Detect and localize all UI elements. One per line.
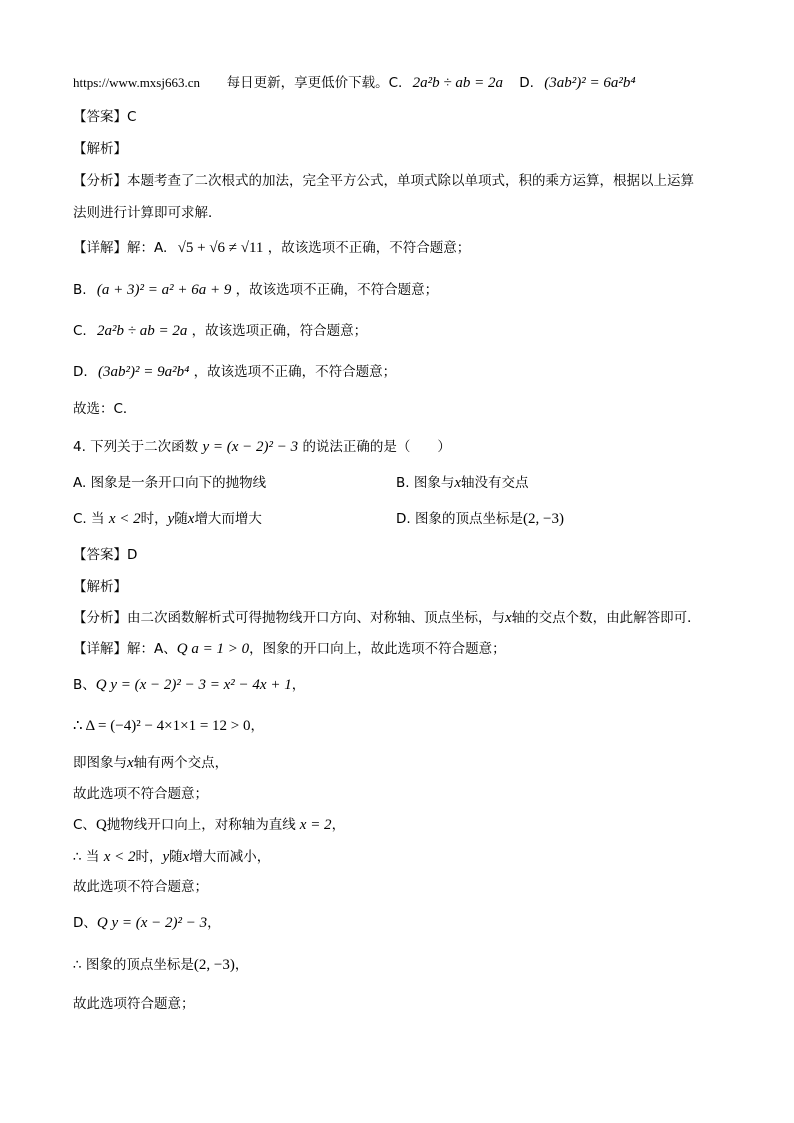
q4-d-line-1 — [73, 913, 221, 933]
q4-d-line-2 — [73, 955, 248, 975]
q4-c-line-1 — [73, 815, 345, 835]
header-url: https://www.mxsj663.cn — [73, 75, 200, 90]
q4-d-line-1-suffix: ， — [207, 915, 221, 931]
q4-b-line-2-suffix: ， — [250, 718, 264, 734]
q4-option-d — [396, 509, 564, 529]
header-line — [73, 73, 636, 93]
q4-detail-a-suffix: ，图象的开口向上，故此选项不符合题意； — [249, 641, 506, 657]
q4-option-c-mid2: 随 — [174, 511, 188, 527]
q4-option-c — [73, 511, 262, 527]
q4-options-row-1 — [73, 473, 529, 493]
q3-detail-b — [73, 280, 438, 300]
q4-c-line-2-expression: x < 2 — [103, 849, 136, 865]
q4-fenxi-suffix: 轴的交点个数，由此解答即可． — [511, 610, 701, 626]
q4-b-line-1-suffix: ， — [291, 677, 306, 693]
q3-detail-a-suffix: ，故该选项不正确，不符合题意； — [267, 240, 471, 256]
q4-option-c-var-x: x — [187, 511, 195, 527]
q4-b-line-2 — [73, 716, 264, 736]
q4-c-line-2-var-x: x — [182, 849, 190, 865]
q3-detail-c-suffix: ，故该选项正确，符合题意； — [191, 323, 368, 339]
q3-detail-a — [73, 238, 470, 258]
q4-stem-expression: y = (x − 2)² − 3 — [202, 439, 299, 455]
q4-c-line-1-suffix: ， — [331, 817, 346, 833]
q4-analysis-title: 【解析】 — [73, 579, 127, 595]
q4-b-line-1-prefix: B、 — [73, 677, 96, 693]
header-c-expression: 2a²b ÷ ab = 2a — [412, 75, 503, 91]
q3-fenxi-line-1: 【分析】本题考查了二次根式的加法，完全平方公式，单项式除以单项式，积的乘方运算，根据以上运算 — [73, 173, 694, 189]
q4-stem — [73, 437, 451, 457]
q4-stem-prefix: 4. 下列关于二次函数 — [73, 439, 199, 455]
q4-option-c-var-y: y — [167, 511, 175, 527]
q4-option-b-suffix: 轴没有交点 — [461, 475, 529, 491]
q4-b-line-3-suffix: 轴有两个交点， — [133, 755, 229, 771]
q4-c-line-2-suffix: 增大而减小， — [189, 849, 271, 865]
header-d-label: D. — [519, 75, 534, 91]
q4-options-row-2 — [73, 509, 564, 529]
q4-b-line-3 — [73, 753, 228, 773]
q3-detail-c-expression: 2a²b ÷ ab = 2a — [97, 323, 188, 339]
q4-option-c-suffix: 增大而增大 — [194, 511, 262, 527]
q4-option-a: A. 图象是一条开口向下的抛物线 — [73, 475, 267, 491]
q3-answer: 【答案】C — [73, 109, 137, 125]
q4-c-line-2-mid: 时， — [135, 849, 163, 865]
q4-option-c-mid: 时， — [140, 511, 168, 527]
q4-detail-a-prefix: 【详解】解：A、 — [73, 641, 177, 657]
q4-option-b-prefix: B. 图象与 — [396, 475, 455, 491]
q4-option-c-expression: x < 2 — [108, 511, 141, 527]
q3-choose: 故选：C． — [73, 401, 137, 417]
q3-fenxi-line-2: 法则进行计算即可求解． — [73, 205, 222, 221]
q4-option-d-expression: (2, −3) — [522, 511, 564, 527]
q3-detail-a-expression: √5 + √6 ≠ √11 — [177, 240, 264, 256]
q3-detail-b-expression: (a + 3)² = a² + 6a + 9 — [96, 282, 232, 298]
q3-detail-d-expression: (3ab²)² = 9a²b⁴ — [97, 364, 190, 380]
q3-detail-a-prefix: 【详解】解：A. — [73, 240, 168, 256]
q4-c-line-1-mid: 抛物线开口向上，对称轴为直线 — [106, 817, 296, 833]
q4-option-b-var: x — [454, 475, 462, 491]
q4-d-line-3: 故此选项符合题意； — [73, 996, 195, 1012]
q4-c-line-1-expression: x = 2 — [299, 817, 332, 833]
q4-fenxi-var: x — [505, 610, 512, 626]
q4-fenxi-prefix: 【分析】由二次函数解析式可得抛物线开口方向、对称轴、顶点坐标，与 — [73, 610, 505, 626]
q4-answer: 【答案】D — [73, 547, 138, 563]
q3-detail-b-prefix: B. — [73, 282, 87, 298]
q4-c-line-1-prefix: C、 — [73, 817, 96, 833]
q3-detail-c-prefix: C. — [73, 323, 87, 339]
q4-c-line-1-q: Q — [95, 817, 107, 833]
q4-option-c-prefix: C. 当 — [73, 511, 105, 527]
q4-c-line-2-prefix: ∴ 当 — [73, 849, 100, 865]
q4-detail-a — [73, 639, 506, 659]
q3-detail-b-suffix: ，故该选项不正确，不符合题意； — [235, 282, 439, 298]
q3-detail-c — [73, 321, 367, 341]
q3-detail-d — [73, 362, 396, 382]
q3-detail-d-suffix: ，故该选项不正确，不符合题意； — [193, 364, 397, 380]
q4-d-line-2-prefix: ∴ 图象的顶点坐标是 — [73, 957, 194, 973]
q4-fenxi — [73, 608, 701, 628]
q4-b-line-2-expression: ∴ Δ = (−4)² − 4×1×1 = 12 > 0 — [73, 718, 251, 734]
q4-c-line-2-var-y: y — [162, 849, 170, 865]
header-promo: 每日更新，享更低价下载。C. — [226, 75, 403, 91]
q4-b-line-1 — [73, 675, 305, 695]
q4-d-line-2-expression: (2, −3) — [193, 957, 235, 973]
q4-b-line-3-var: x — [127, 755, 134, 771]
q4-stem-suffix: 的说法正确的是（ ） — [302, 439, 451, 455]
q3-analysis-title: 【解析】 — [73, 141, 127, 157]
q3-detail-d-prefix: D. — [73, 364, 88, 380]
q4-d-line-2-suffix: ， — [234, 957, 249, 973]
q4-detail-a-expression: Q a = 1 > 0 — [176, 641, 250, 657]
q4-option-d-prefix: D. 图象的顶点坐标是 — [396, 511, 523, 527]
q4-b-line-4: 故此选项不符合题意； — [73, 786, 208, 802]
q4-c-line-2 — [73, 847, 270, 867]
q4-b-line-3-prefix: 即图象与 — [73, 755, 127, 771]
q4-d-line-1-expression: Q y = (x − 2)² − 3 — [96, 915, 208, 931]
header-d-expression: (3ab²)² = 6a²b⁴ — [544, 75, 636, 91]
q4-c-line-2-mid2: 随 — [169, 849, 183, 865]
q4-c-line-3: 故此选项不符合题意； — [73, 879, 208, 895]
q4-d-line-1-prefix: D、 — [73, 915, 97, 931]
q4-option-b — [396, 473, 529, 493]
q4-b-line-1-expression: Q y = (x − 2)² − 3 = x² − 4x + 1 — [95, 677, 292, 693]
